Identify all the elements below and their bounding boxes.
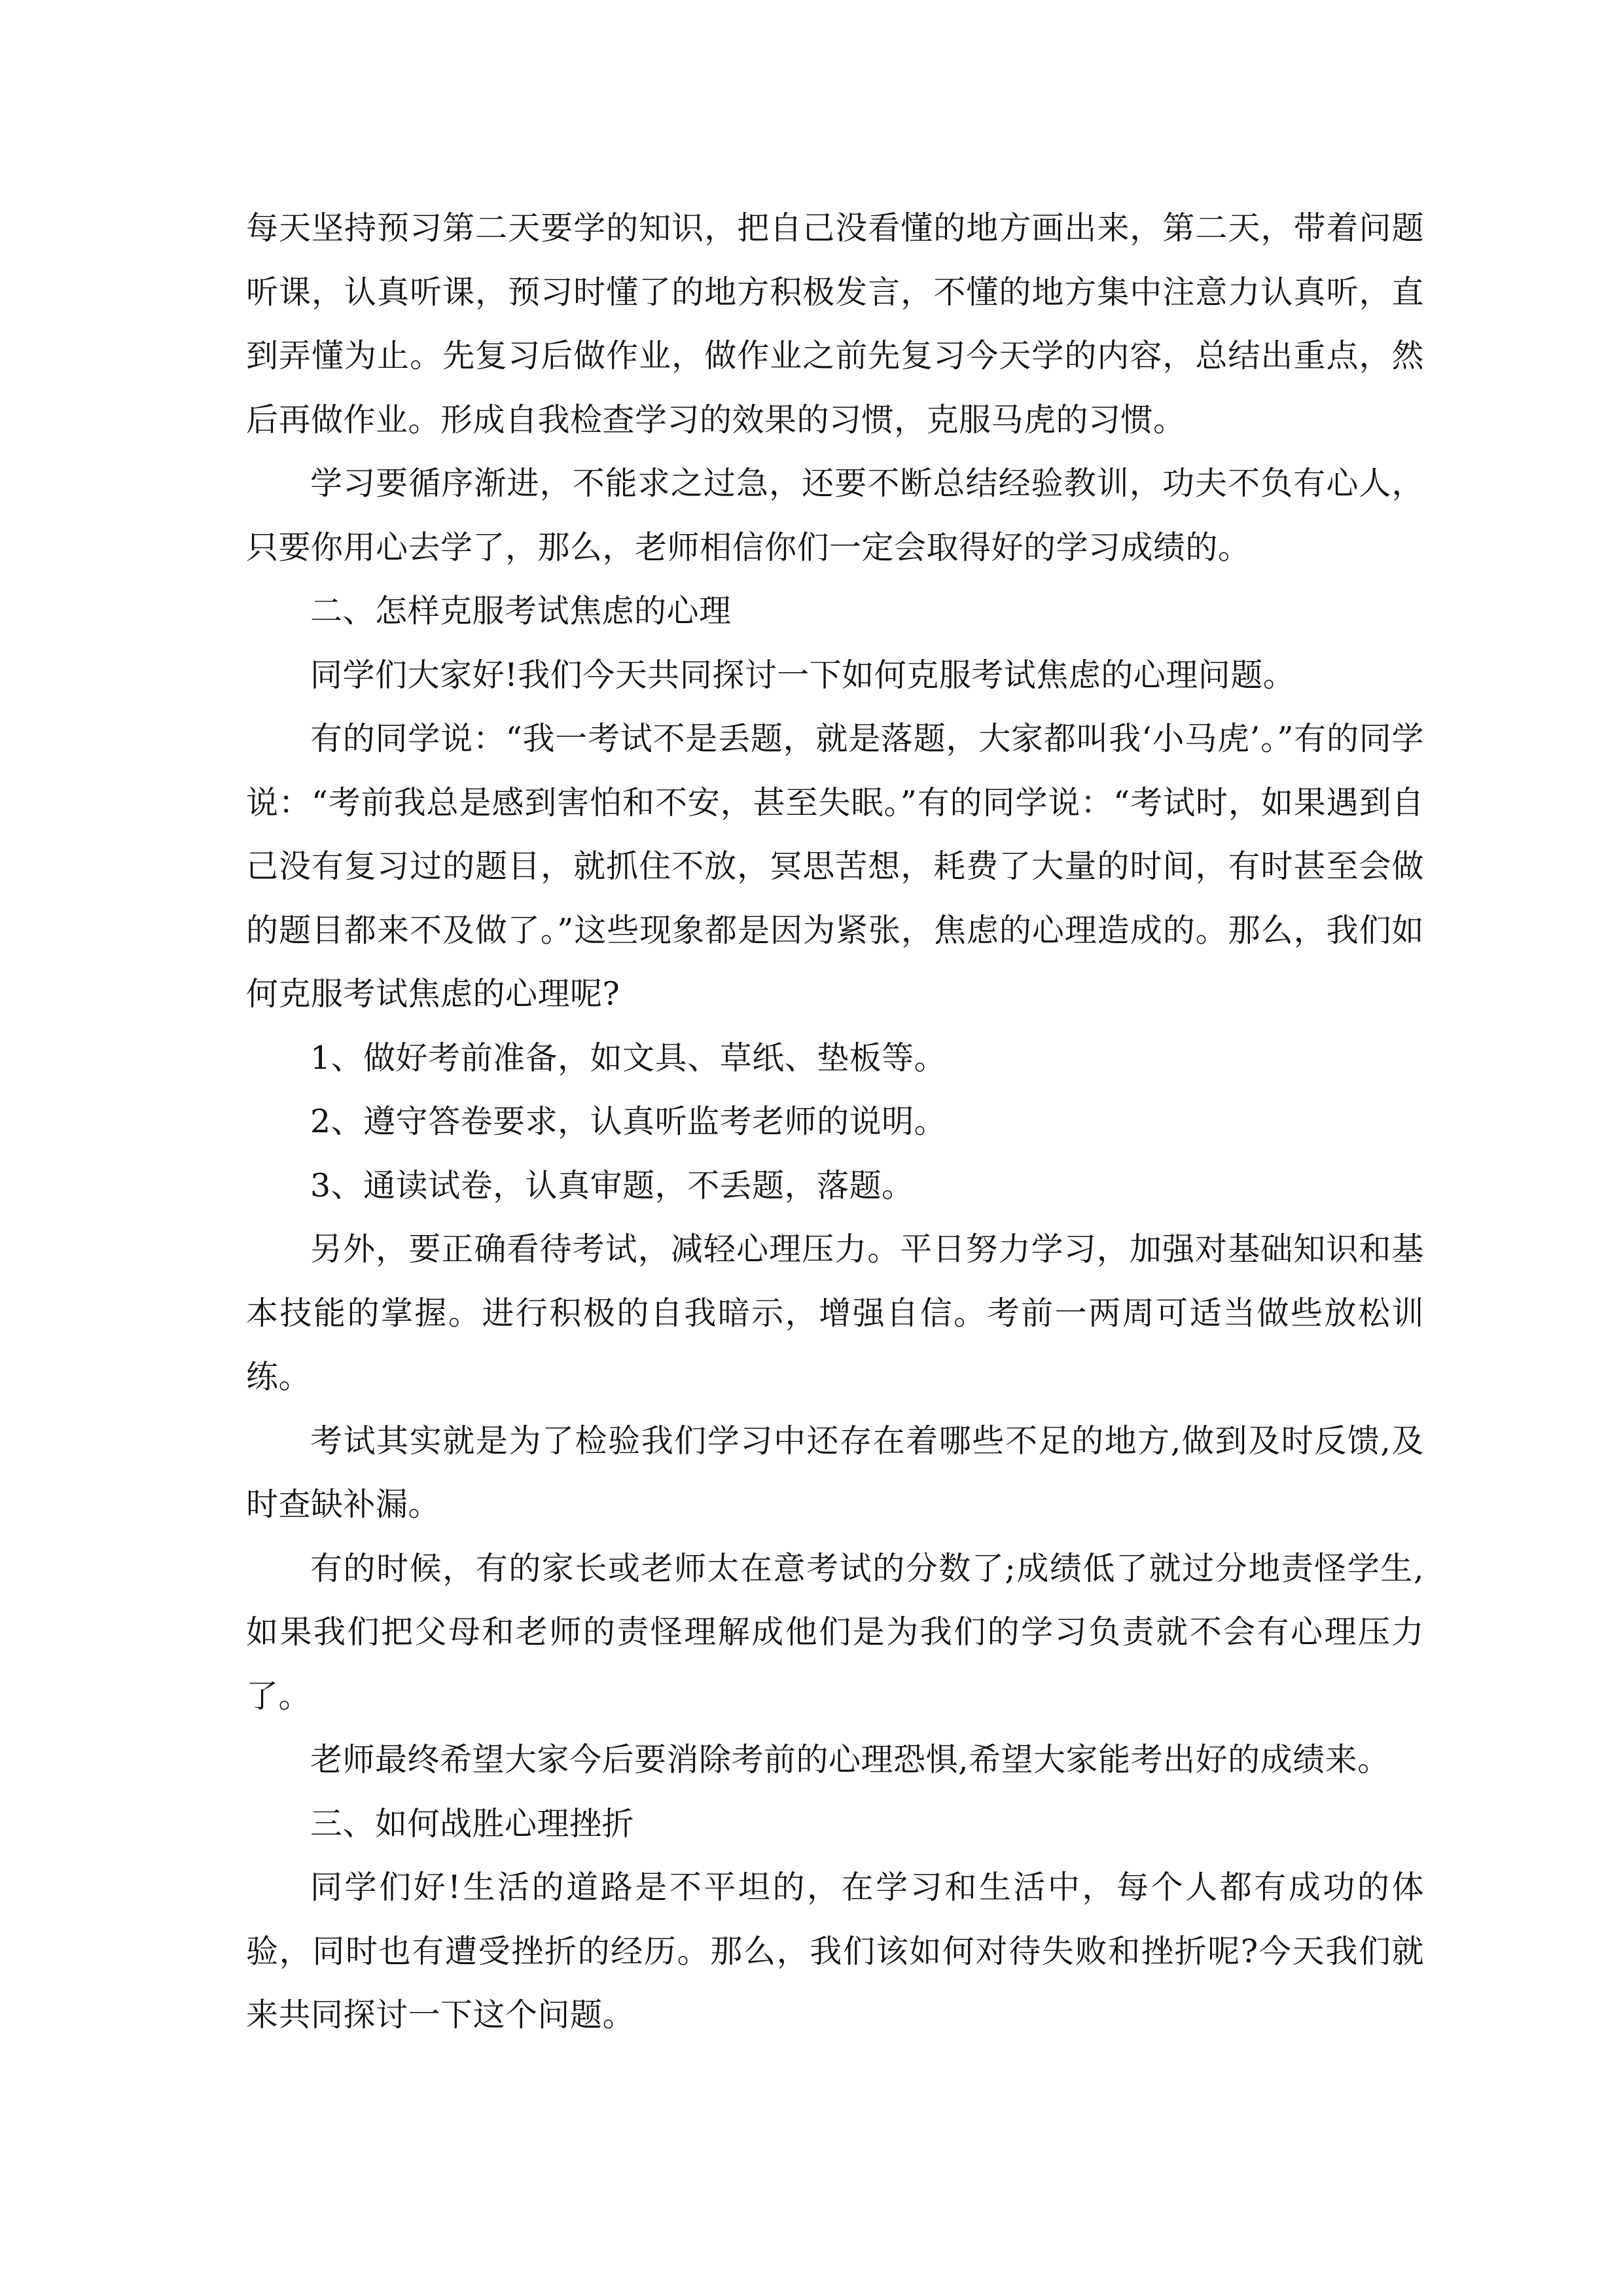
list-item-2: 2、遵守答卷要求，认真听监考老师的说明。: [310, 1103, 947, 1140]
list-item-1: 1、做好考前准备，如文具、草纸、垫板等。: [310, 1039, 947, 1077]
paragraph-exam-purpose: 考试其实就是为了检验我们学习中还存在着哪些不足的地方,做到及时反馈,及时查缺补漏。: [246, 1422, 1424, 1523]
document-body: [246, 196, 1424, 2047]
paragraph-frustration-intro: 同学们好!生活的道路是不平坦的，在学习和生活中，每个人都有成功的体验，同时也有遭受挫折的经历。那么，我们该如何对待失败和挫折呢?今天我们就来共同探讨一下这个问题。: [246, 1869, 1424, 2034]
list-item-3: 3、通读试卷，认真审题，不丢题，落题。: [310, 1166, 914, 1204]
paragraph-step-by-step: 学习要循序渐进，不能求之过急，还要不断总结经验教训，功夫不负有心人，只要你用心去学了，那么，老师相信你们一定会取得好的学习成绩的。: [246, 465, 1424, 566]
paragraph-parents-teachers: 有的时候，有的家长或老师太在意考试的分数了;成绩低了就过分地责怪学生,如果我们把父母和老师的责怪理解成他们是为我们的学习负责就不会有心理压力了。: [246, 1549, 1424, 1715]
paragraph-teacher-hope: 老师最终希望大家今后要消除考前的心理恐惧,希望大家能考出好的成绩来。: [310, 1741, 1390, 1778]
paragraph-reduce-pressure: 另外，要正确看待考试，减轻心理压力。平日努力学习，加强对基础知识和基本技能的掌握。进行积极的自我暗示，增强自信。考前一两周可适当做些放松训练。: [246, 1230, 1424, 1395]
section-heading-frustration: 三、如何战胜心理挫折: [310, 1804, 635, 1842]
paragraph-greeting: 同学们大家好!我们今天共同探讨一下如何克服考试焦虑的心理问题。: [310, 656, 1296, 694]
section-heading-exam-anxiety: 二、怎样克服考试焦虑的心理: [310, 592, 732, 630]
paragraph-study-habits: 每天坚持预习第二天要学的知识，把自己没看懂的地方画出来，第二天，带着问题听课，认真听课，预习时懂了的地方积极发言，不懂的地方集中注意力认真听，直到弄懂为止。先复习后做作业，做作业之前先复习今天学的内容，总结出重点，然后再做作业。形成自我检查学习的效果的习惯，克服马虎的习惯。: [246, 209, 1424, 439]
paragraph-student-quotes: 有的同学说：“我一考试不是丢题，就是落题，大家都叫我‘小马虎’。”有的同学说：“考前我总是感到害怕和不安，甚至失眠。”有的同学说：“考试时，如果遇到自己没有复习过的题目，就抓住不放，冥思苦想，耗费了大量的时间，有时甚至会做的题目都来不及做了。”这些现象都是因为紧张，焦虑的心理造成的。那么，我们如何克服考试焦虑的心理呢?: [246, 720, 1424, 1013]
